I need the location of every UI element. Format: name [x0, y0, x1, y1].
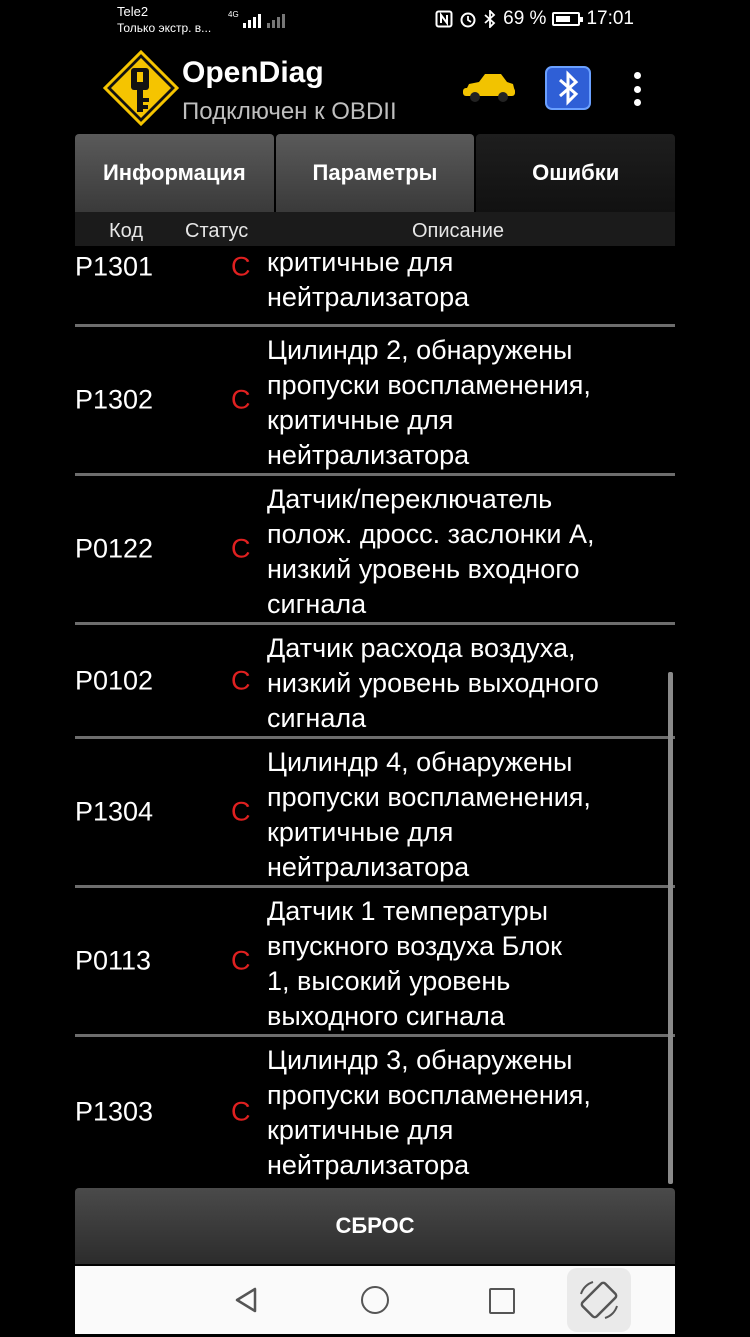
error-list[interactable]	[75, 246, 675, 1186]
column-code: Код	[109, 220, 144, 242]
error-row[interactable]	[75, 476, 675, 625]
column-header	[75, 212, 675, 246]
error-status: C	[231, 796, 251, 827]
error-description: Цилиндр 2, обнаружены пропуски воспламенения, критичные для нейтрализатора	[267, 335, 591, 470]
nfc-icon	[435, 10, 453, 28]
tab-parameters[interactable]: Параметры	[276, 134, 475, 212]
error-code: P0102	[75, 665, 154, 695]
error-row[interactable]	[75, 246, 675, 327]
tab-errors[interactable]: Ошибки	[476, 134, 675, 212]
error-row[interactable]	[75, 327, 675, 476]
network-type: 4G	[228, 10, 239, 19]
rotate-icon[interactable]	[567, 1268, 631, 1332]
error-description: Датчик/переключатель полож. дросс. заслонки A, низкий уровень входного сигнала	[267, 484, 595, 619]
error-status: C	[231, 945, 251, 976]
error-code: P1304	[75, 796, 154, 827]
tab-bar	[75, 134, 675, 212]
clock: 17:01	[586, 8, 634, 29]
error-code: P1303	[75, 1096, 154, 1126]
bluetooth-icon[interactable]	[545, 66, 591, 110]
error-status: C	[231, 1096, 251, 1126]
battery-percent: 69 %	[503, 8, 547, 29]
tab-info[interactable]: Информация	[75, 134, 274, 212]
error-row[interactable]	[75, 1037, 675, 1186]
status-right	[435, 8, 634, 30]
error-description: Цилиндр 3, обнаружены пропуски воспламенения, критичные для нейтрализатора	[267, 1045, 591, 1180]
error-code: P0113	[75, 945, 152, 976]
error-status: C	[231, 665, 251, 695]
back-icon[interactable]	[233, 1286, 259, 1314]
status-bar	[0, 0, 750, 42]
app-title: OpenDiag	[182, 56, 324, 89]
carrier-name: Tele2	[117, 4, 149, 19]
error-description: Датчик 1 температуры впускного воздуха Блок 1, высокий уровень выходного сигнала	[267, 896, 562, 1031]
battery-icon	[552, 12, 580, 26]
home-icon[interactable]	[361, 1286, 389, 1314]
error-code: P1302	[75, 384, 154, 415]
car-icon[interactable]	[461, 70, 517, 104]
system-nav-bar	[75, 1266, 675, 1334]
error-status: C	[231, 533, 251, 564]
app-logo-icon	[103, 50, 179, 126]
error-description: Цилиндр 4, обнаружены пропуски воспламенения, критичные для нейтрализатора	[267, 747, 591, 882]
error-status: C	[231, 251, 251, 282]
error-code: P1301	[75, 251, 154, 282]
list-scrollbar[interactable]	[668, 672, 673, 1184]
error-code: P0122	[75, 533, 154, 564]
connection-status: Подключен к OBDII	[182, 98, 397, 125]
bluetooth-status-icon	[483, 10, 497, 28]
error-description: Датчик расхода воздуха, низкий уровень выходного сигнала	[267, 633, 599, 733]
reset-button[interactable]: СБРОС	[75, 1188, 675, 1264]
column-description: Описание	[412, 220, 505, 242]
error-row[interactable]	[75, 888, 675, 1037]
recents-icon[interactable]	[489, 1288, 515, 1314]
menu-icon[interactable]	[631, 72, 643, 106]
carrier-sub: Только экстр. в...	[117, 21, 212, 35]
signal-icon	[228, 10, 285, 28]
error-row[interactable]	[75, 739, 675, 888]
app-bar	[75, 42, 675, 134]
alarm-icon	[459, 10, 477, 28]
column-status: Статус	[185, 220, 249, 242]
error-status: C	[231, 384, 251, 415]
error-description: критичные для нейтрализатора	[267, 247, 470, 312]
error-row[interactable]	[75, 625, 675, 739]
carrier-info	[117, 4, 211, 36]
